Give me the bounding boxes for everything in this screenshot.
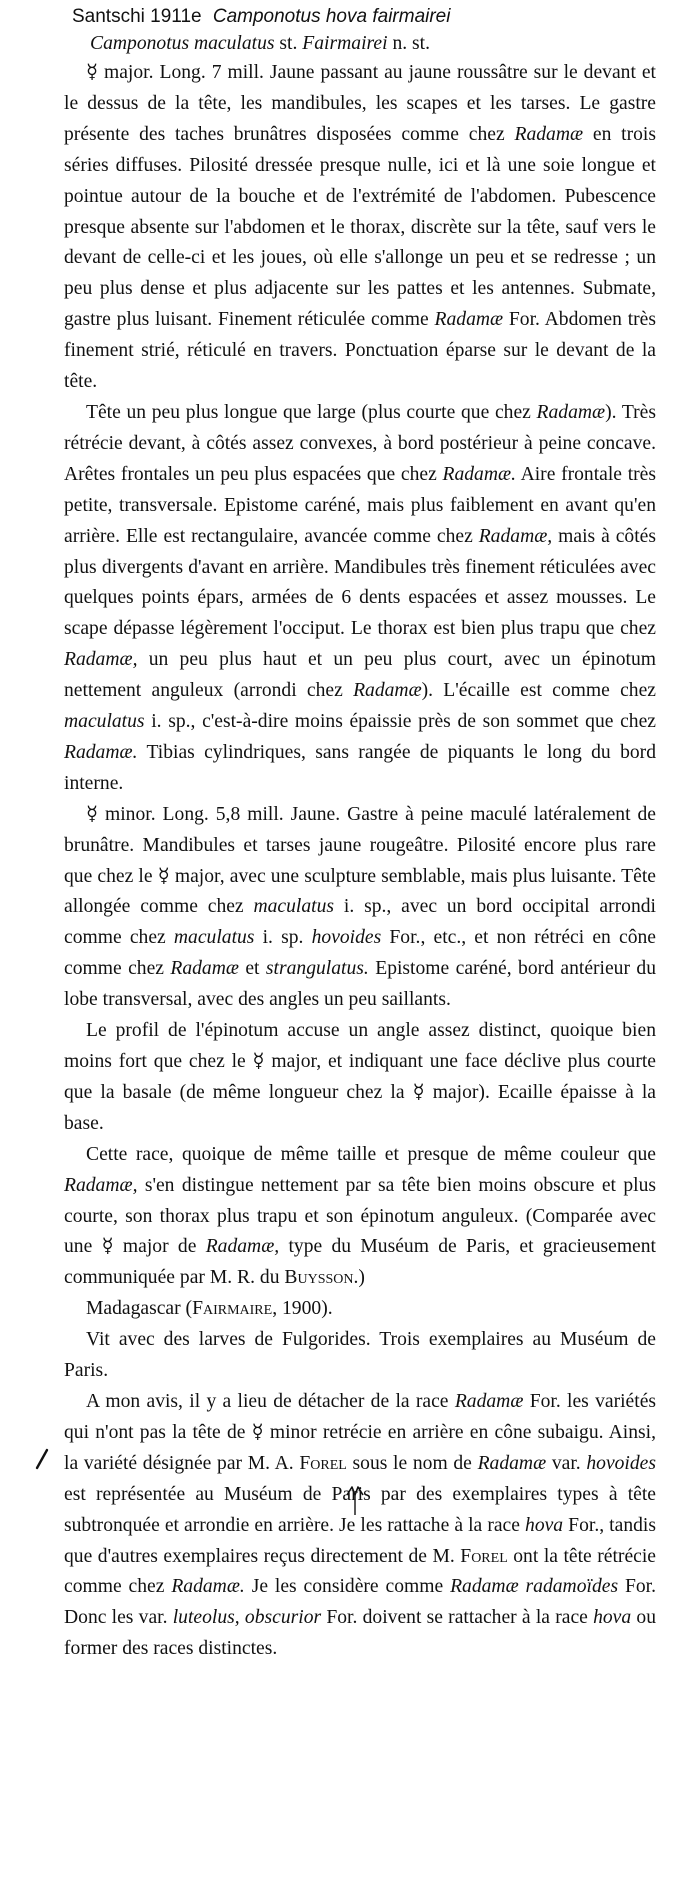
text-run: Le profil de l'épinotum accuse un angle assez distinct, quoique bien moins fort que chez le ☿ major, et indiquant une face déclive plus courte que la basale (de même longueur chez la ☿ major). Ecaille épaisse à la base. xyxy=(64,1020,656,1134)
text-run: ont la tête rétrécie comme chez xyxy=(64,1545,656,1598)
italic-run: Radamæ xyxy=(536,401,606,423)
header-author-year: Santschi 1911e xyxy=(72,6,202,27)
italic-run: Radamæ, xyxy=(478,525,553,547)
text-run: , 1900). xyxy=(272,1298,333,1320)
italic-run: luteolus, obscurior xyxy=(172,1607,322,1629)
title-genus: Camponotus maculatus xyxy=(90,33,275,54)
text-run: For., tandis que d'autres exemplaires reçus directement de M. xyxy=(64,1514,656,1567)
title-subspecies: Fairmairei xyxy=(302,33,388,54)
text-run: For. doivent se rattacher à la race xyxy=(321,1607,594,1629)
text-run: For. les variétés qui n'ont pas la tête de ☿ minor retrécie en arrière en cône subaigu. Ainsi, la variété désignée par M. A. xyxy=(64,1390,657,1474)
italic-run: hova xyxy=(525,1514,564,1536)
paragraph-comparison xyxy=(64,1140,656,1295)
paragraph-head-description xyxy=(64,398,656,800)
paragraph-biology xyxy=(64,1325,656,1387)
italic-run: Radamæ xyxy=(434,309,504,331)
text-run: Je les considère comme xyxy=(244,1576,451,1598)
italic-run: Radamæ xyxy=(514,123,584,145)
text-run: ou former des races distinctes. xyxy=(64,1607,656,1660)
italic-run: maculatus xyxy=(173,927,255,949)
handwritten-insertion-caret xyxy=(344,1485,366,1517)
italic-run: Radamæ, xyxy=(64,649,138,671)
italic-run: Radamæ, xyxy=(205,1236,280,1258)
text-run: i. sp., c'est-à-dire moins épaissie près de son sommet que chez xyxy=(144,711,656,733)
text-run: est représentée au Muséum de Paris par des exemplaires types à tête subtronquée et arrondie en arrière. Je les rattache à la race xyxy=(64,1483,656,1536)
text-run: A mon avis, il y a lieu de détacher de la race xyxy=(86,1390,455,1412)
text-run: For., etc., et non rétréci en cône comme chez xyxy=(64,927,656,980)
text-run: .) xyxy=(353,1267,365,1289)
paragraph-taxonomic-note xyxy=(64,1387,656,1665)
italic-run: Radamæ xyxy=(477,1452,547,1474)
text-run: ☿ minor. Long. 5,8 mill. Jaune. Gastre à peine maculé latéralement de brunâtre. Mandibules et tarses jaune rougeâtre. Pilosité encore plus rare que chez le ☿ major, avec une sculpture semblable, mais plus luisante. Tête allongée comme chez xyxy=(64,803,656,918)
text-run: un peu plus haut et un peu plus court, avec un épinotum nettement anguleux (arrondi chez xyxy=(64,649,656,702)
text-run: Madagascar ( xyxy=(86,1298,193,1320)
italic-run: maculatus xyxy=(64,711,145,733)
title-rank: st. xyxy=(274,33,303,54)
text-run: Cette race, quoique de même taille et presque de même couleur que xyxy=(86,1143,656,1165)
text-run: Aire frontale très petite, transversale. Epistome caréné, mais plus faiblement en avant qu'en arrière. Elle est rectangulaire, avancée comme chez xyxy=(64,463,656,547)
text-run: mais à côtés plus divergents d'avant en arrière. Mandibules très finement réticulées avec quelques points épars, armées de 6 dents espacées et assez mousses. Le scape dépasse légèrement l'occiput. Le thorax est bien plus trapu que chez xyxy=(64,525,656,640)
paragraph-major-description xyxy=(64,58,656,398)
text-run: Epistome caréné, bord antérieur du lobe transversal, avec des angles un peu saillants. xyxy=(64,958,656,1011)
text-run: sous le nom de xyxy=(346,1452,478,1474)
header-species: Camponotus hova fairmairei xyxy=(212,6,451,27)
italic-run: Radamæ, xyxy=(64,1174,138,1196)
text-run: Vit avec des larves de Fulgorides. Trois exemplaires au Muséum de Paris. xyxy=(64,1329,656,1382)
running-header xyxy=(72,4,450,30)
italic-run: hovoides xyxy=(586,1452,656,1474)
text-run: ☿ major. Long. 7 mill. Jaune passant au jaune roussâtre sur le devant et le dessus de la tête, les mandibules, les scapes et les tarses. Le gastre présente des taches brunâtres disposées comme chez xyxy=(64,62,656,145)
text-run: type du Muséum de Paris, et gracieusement communiquée par M. R. du xyxy=(64,1236,656,1289)
italic-run: Radamæ xyxy=(353,680,422,702)
smallcaps-run: Forel xyxy=(299,1452,347,1474)
smallcaps-run: Fairmaire xyxy=(192,1298,273,1320)
text-run: i. sp. xyxy=(254,927,312,949)
italic-run: Radamæ xyxy=(454,1390,524,1412)
italic-run: Radamæ. xyxy=(171,1576,245,1598)
title-status: n. st. xyxy=(387,33,431,54)
italic-run: Radamæ radamoïdes xyxy=(450,1576,619,1598)
handwritten-slash-mark xyxy=(34,1448,50,1470)
taxon-title xyxy=(64,30,656,58)
document-body xyxy=(64,30,656,1665)
paragraph-epinotum xyxy=(64,1016,656,1140)
text-run: Tête un peu plus longue que large (plus courte que chez xyxy=(86,401,537,423)
text-run: Tibias cylindriques, sans rangée de piquants le long du bord interne. xyxy=(64,741,656,794)
italic-run: strangulatus. xyxy=(265,958,369,980)
smallcaps-run: Forel xyxy=(460,1545,508,1567)
text-run: For. Donc les var. xyxy=(64,1576,656,1629)
text-run: i. sp., avec un bord occipital arrondi comme chez xyxy=(64,896,656,949)
text-run: ). Très rétrécie devant, à côtés assez convexes, à bord postérieur à peine concave. Arêtes frontales un peu plus espacées que chez xyxy=(64,401,656,485)
italic-run: maculatus xyxy=(253,896,335,918)
paragraph-minor-description xyxy=(64,800,656,1016)
italic-run: hovoides xyxy=(311,927,382,949)
text-run: For. Abdomen très finement strié, réticulé en travers. Ponctuation éparse sur le devant de la tête. xyxy=(64,309,657,393)
text-run: s'en distingue nettement par sa tête bien moins obscure et plus courte, son thorax plus trapu et son épinotum anguleux. (Comparée avec une ☿ major de xyxy=(64,1174,656,1258)
italic-run: Radamæ xyxy=(170,958,239,980)
italic-run: Radamæ. xyxy=(64,741,138,763)
italic-run: hova xyxy=(593,1607,632,1629)
paragraph-locality xyxy=(64,1294,656,1325)
text-run: en trois séries diffuses. Pilosité dressée presque nulle, ici et là une soie longue et pointue autour de la bouche et de l'extrémité de l'abdomen. Pubescence presque absente sur l'abdomen et le thorax, discrète sur la tête, sauf vers le devant de celle-ci et les joues, où elle s'allonge un peu et se redresse ; un peu plus dense et plus adjacente sur les pattes et les antennes. Submate, gastre plus luisant. Finement réticulée comme xyxy=(64,123,656,331)
text-run: et xyxy=(238,958,266,980)
text-run: ). L'écaille est comme chez xyxy=(421,680,656,702)
text-run: var. xyxy=(546,1452,587,1474)
italic-run: Radamæ. xyxy=(442,463,516,485)
smallcaps-run: Buysson xyxy=(284,1267,354,1289)
